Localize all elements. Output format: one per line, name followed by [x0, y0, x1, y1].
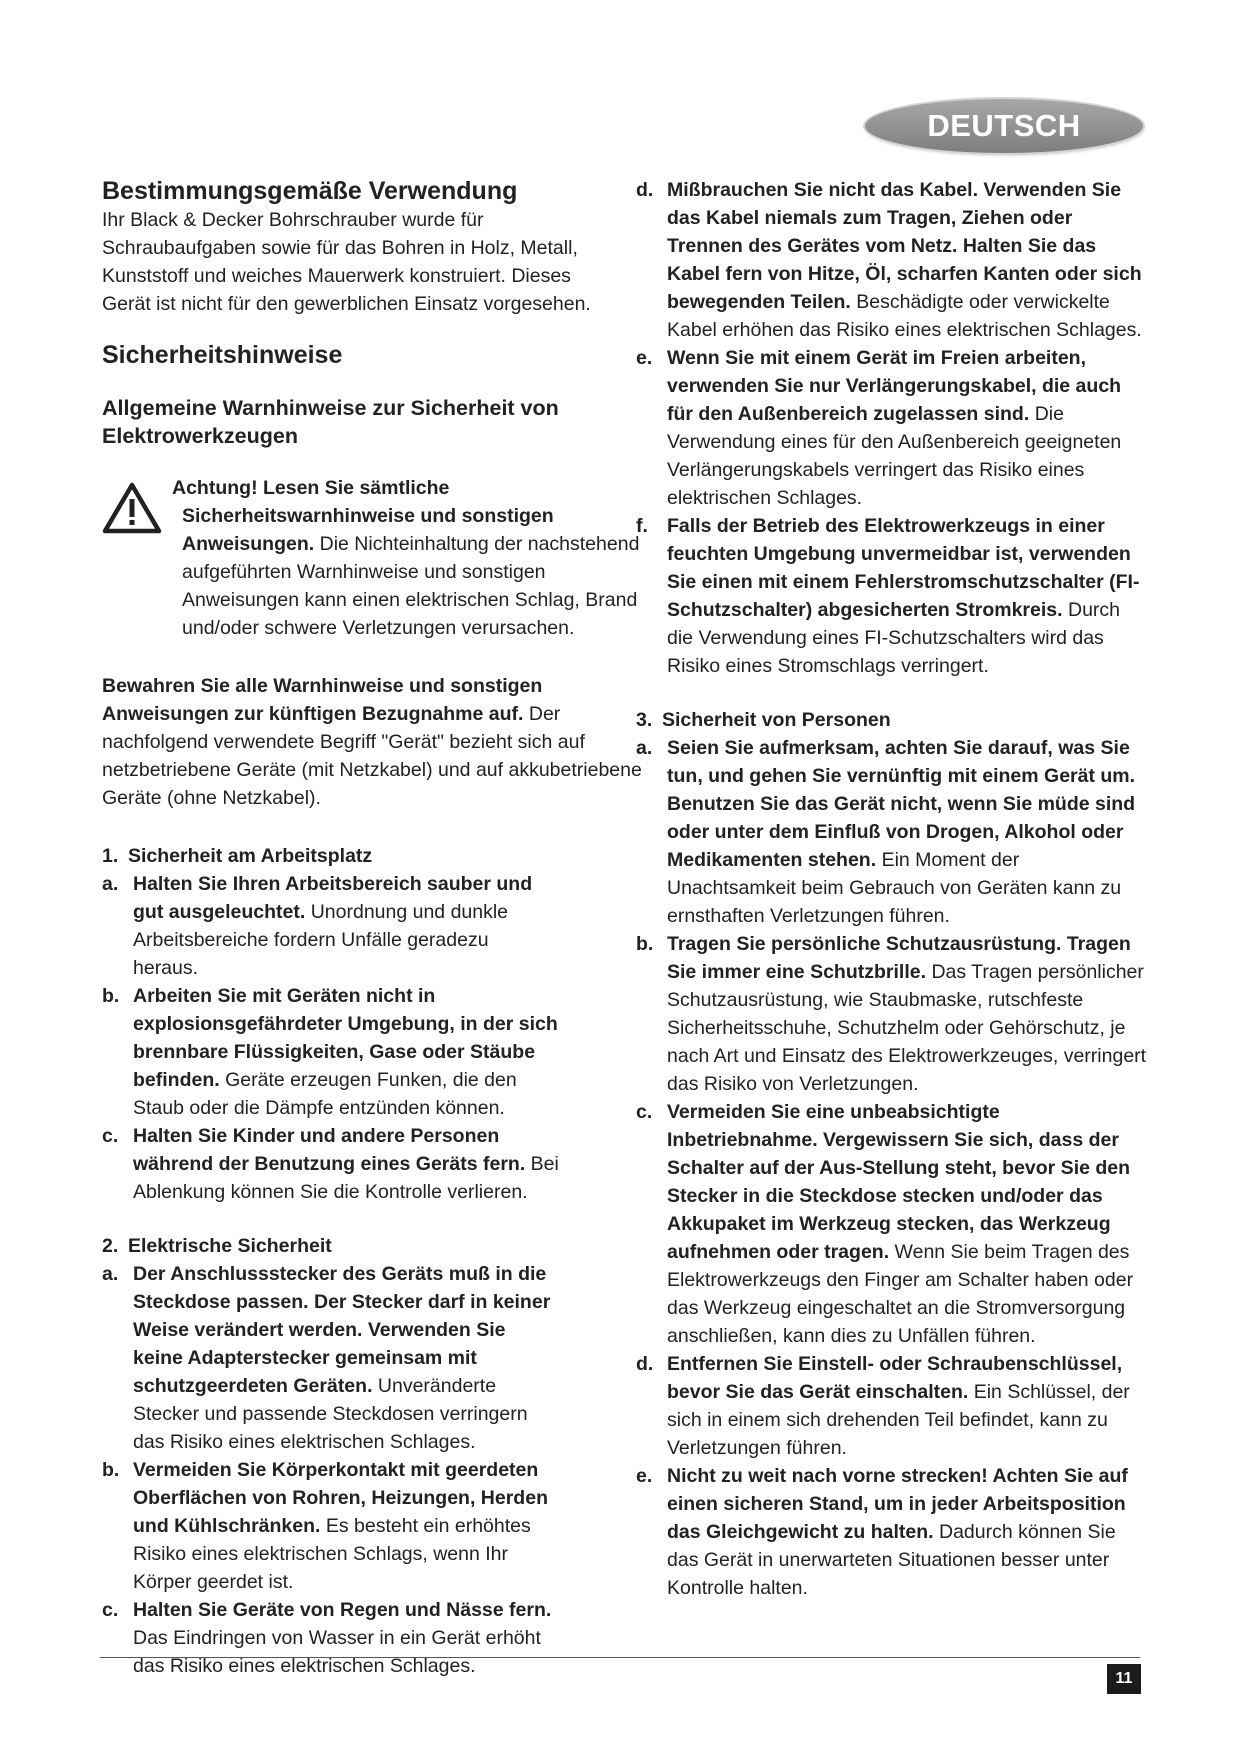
keep-instructions — [102, 672, 642, 812]
page-number: 11 — [1107, 1664, 1141, 1694]
section-1-number: 1. — [102, 845, 119, 867]
section-1-title: Sicherheit am Arbeitsplatz — [128, 845, 373, 867]
general-warnings-heading: Allgemeine Warnhinweise zur Sicherheit von Elektrowerkzeugen — [102, 396, 559, 448]
intended-use-text: Ihr Black & Decker Bohrschrauber wurde für Schraubaufgaben sowie für das Bohren in Holz, Metall, Kunststoff und weiches Mauerwerk konstruiert. Dieses Gerät ist nicht für den gewerblichen Einsatz vorgesehen. — [102, 209, 591, 315]
warning-bold: Achtung! Lesen Sie sämtliche Sicherheitswarnhinweise und sonstigen Anweisungen. — [172, 477, 554, 555]
list-item: d. Entfernen Sie Einstell- oder Schraubenschlüssel, bevor Sie das Gerät einschalten. Ein Schlüssel, der sich in einem sich drehenden Teil befindet, kann zu Verletzungen führen. — [636, 1353, 1130, 1459]
list-item: c. Halten Sie Kinder und andere Personen während der Benutzung eines Geräts fern. Bei Ablenkung können Sie die Kontrolle verlieren. — [102, 1125, 559, 1203]
list-item: c. Halten Sie Geräte von Regen und Nässe fern. Das Eindringen von Wasser in ein Gerät erhöht das Risiko eines elektrischen Schlages. — [102, 1599, 552, 1677]
list-item: a. Seien Sie aufmerksam, achten Sie darauf, was Sie tun, und gehen Sie vernünftig mit einem Gerät um. Benutzen Sie das Gerät nicht, wenn Sie müde sind oder unter dem Einfluß von Drogen, Alkohol oder Medikamenten stehen. Ein Moment der Unachtsamkeit beim Gebrauch von Geräten kann zu ernsthaften Verletzungen führen. — [636, 737, 1136, 927]
list-item: d. Mißbrauchen Sie nicht das Kabel. Verwenden Sie das Kabel niemals zum Tragen, Ziehen oder Trennen des Gerätes vom Netz. Halten Sie das Kabel fern von Hitze, Öl, scharfen Kanten oder sich bewegenden Teilen. Beschädigte oder verwickelte Kabel erhöhen das Risiko eines elektrischen Schlages. — [636, 179, 1142, 341]
list-item: e. Nicht zu weit nach vorne strecken! Achten Sie auf einen sicheren Stand, um in jeder Arbeitsposition das Gleichgewicht zu halten. Dadurch können Sie das Gerät in unerwarteten Situationen besser unter Kontrolle halten. — [636, 1465, 1128, 1599]
footer-divider — [100, 1657, 1140, 1658]
list-item: e. Wenn Sie mit einem Gerät im Freien arbeiten, verwenden Sie nur Verlängerungskabel, die auch für den Außenbereich zugelassen sind. Die Verwendung eines für den Außenbereich geeigneten Verlängerungskabels verringert das Risiko eines elektrischen Schlages. — [636, 347, 1122, 509]
list-item: b. Arbeiten Sie mit Geräten nicht in explosionsgefährdeter Umgebung, in der sich brennbare Flüssigkeiten, Gase oder Stäube befinden. Geräte erzeugen Funken, die den Staub oder die Dämpfe entzünden können. — [102, 985, 558, 1119]
warning-block — [102, 474, 642, 642]
section-3-title: Sicherheit von Personen — [662, 709, 891, 731]
warning-text: Die Nichteinhaltung der nachstehend aufgeführten Warnhinweise und sonstigen Anweisungen kann einen elektrischen Schlag, Brand und/oder schwere Verletzungen verursachen. — [182, 533, 640, 639]
list-item: f. Falls der Betrieb des Elektrowerkzeugs in einer feuchten Umgebung unvermeidbar ist, verwenden Sie einen mit einem Fehlerstromschutzschalter (FI-Schutzschalter) abgesicherten Stromkreis. Durch die Verwendung eines FI-Schutzschalters wird das Risiko eines Stromschlags verringert. — [636, 515, 1140, 677]
section-2-heading — [102, 1232, 642, 1260]
keep-instructions-text: Der nachfolgend verwendete Begriff "Gerät" bezieht sich auf netzbetriebene Geräte (mit Netzkabel) und auf akkubetriebene Geräte (ohne Netzkabel). — [102, 703, 642, 809]
list-item: b. Vermeiden Sie Körperkontakt mit geerdeten Oberflächen von Rohren, Heizungen, Herden und Kühlschränken. Es besteht ein erhöhtes Risiko eines elektrischen Schlags, wenn Ihr Körper geerdet ist. — [102, 1459, 548, 1593]
safety-heading: Sicherheitshinweise — [102, 341, 343, 369]
section-2-number: 2. — [102, 1235, 119, 1257]
section-2-title: Elektrische Sicherheit — [128, 1235, 332, 1257]
warning-triangle-icon — [102, 482, 162, 534]
left-column — [102, 176, 642, 1680]
intended-use-heading: Bestimmungsgemäße Verwendung — [102, 177, 518, 205]
section-1-heading — [102, 842, 642, 870]
keep-instructions-bold: Bewahren Sie alle Warnhinweise und sonstigen Anweisungen zur künftigen Bezugnahme auf. — [102, 675, 543, 725]
section-3-heading — [636, 706, 1151, 734]
list-item: a. Halten Sie Ihren Arbeitsbereich sauber und gut ausgeleuchtet. Unordnung und dunkle Arbeitsbereiche fordern Unfälle geradezu heraus. — [102, 873, 533, 979]
section-3-number: 3. — [636, 709, 653, 731]
list-item: b. Tragen Sie persönliche Schutzausrüstung. Tragen Sie immer eine Schutzbrille. Das Tragen persönlicher Schutzausrüstung, wie Staubmaske, rutschfeste Sicherheitsschuhe, Schutzhelm oder Gehörschutz, je nach Art und Einsatz des Elektrowerkzeuges, verringert das Risiko von Verletzungen. — [636, 933, 1147, 1095]
language-tab: DEUTSCH — [865, 99, 1143, 153]
list-item: a. Der Anschlussstecker des Geräts muß in die Steckdose passen. Der Stecker darf in keiner Weise verändert werden. Verwenden Sie keine Adapterstecker gemeinsam mit schutzgeerdeten Geräten. Unveränderte Stecker und passende Steckdosen verringern das Risiko eines elektrischen Schlages. — [102, 1263, 551, 1453]
right-column — [636, 176, 1151, 1602]
list-item: c. Vermeiden Sie eine unbeabsichtigte Inbetriebnahme. Vergewissern Sie sich, dass der Schalter auf der Aus-Stellung steht, bevor Sie den Stecker in die Steckdose stecken und/oder das Akkupaket im Werkzeug stecken, das Werkzeug aufnehmen oder tragen. Wenn Sie beim Tragen des Elektrowerkzeugs den Finger am Schalter haben oder das Werkzeug eingeschaltet an die Stromversorgung anschließen, kann dies zu Unfällen führen. — [636, 1101, 1134, 1347]
